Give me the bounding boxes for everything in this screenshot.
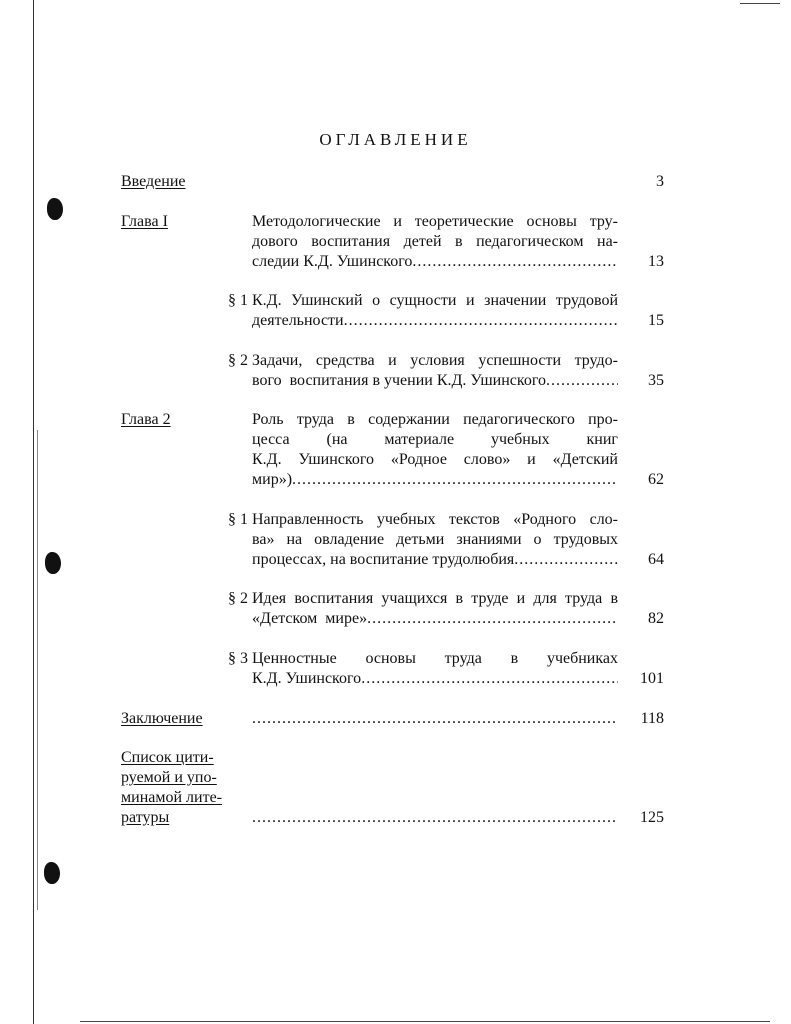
toc-dot-leader	[292, 470, 618, 490]
toc-entry-last-line	[252, 609, 618, 629]
toc-section-2-1: § 1	[228, 511, 248, 528]
toc-label-line: ратуры	[121, 809, 170, 826]
toc-entry-line: деятельности	[252, 312, 344, 329]
toc-dot-leader	[546, 371, 618, 391]
toc-entry-line: цесса (на материале учебных книг	[252, 431, 618, 448]
toc-entry-last-line	[252, 470, 618, 490]
toc-entry-line: Задачи, средства и условия успешности трудо-	[252, 352, 618, 369]
toc-page-intro: 3	[656, 173, 664, 190]
toc-entry-line: Идея воспитания учащихся в труде и для труда в	[252, 590, 618, 607]
toc-entry-last-line	[252, 252, 618, 272]
toc-dot-leader	[344, 311, 618, 331]
toc-entry-line: К.Д. Ушинского «Родное слово» и «Детский	[252, 451, 618, 468]
toc-section-2-2: § 2	[228, 590, 248, 607]
toc-page-section-1-1: 15	[648, 312, 664, 329]
scan-edge-line	[33, 0, 34, 1024]
toc-entry-chapter-1	[252, 212, 618, 272]
toc-entry-last-line	[252, 669, 618, 689]
toc-entry-section-2-3	[252, 649, 618, 689]
toc-entry-line: Методологические и теоретические основы тру-	[252, 213, 618, 230]
toc-section-2-3: § 3	[228, 650, 248, 667]
scan-edge-line-secondary	[37, 430, 38, 910]
toc-dot-leader	[412, 252, 618, 272]
toc-dot-leader	[252, 808, 618, 828]
scan-edge-top-mark	[740, 3, 780, 4]
toc-label-chapter-1[interactable]: Глава I	[121, 213, 168, 230]
toc-page-bibliography: 125	[640, 809, 664, 826]
toc-label-line: Список цити-	[121, 749, 214, 766]
toc-section-1-1: § 1	[228, 292, 248, 309]
toc-page-section-1-2: 35	[648, 372, 664, 389]
toc-entry-last-line	[252, 311, 618, 331]
toc-entry-line: следии К.Д. Ушинского	[252, 253, 413, 270]
toc-entry-line: Направленность учебных текстов «Родного сло-	[252, 511, 618, 528]
toc-dot-leader	[514, 550, 618, 570]
toc-label-intro[interactable]: Введение	[121, 173, 186, 190]
toc-entry-conclusion	[252, 709, 618, 729]
toc-label-line: руемой и упо-	[121, 769, 217, 786]
toc-entry-line: Ценностные основы труда в учебниках	[252, 650, 618, 667]
toc-entry-line: К.Д. Ушинского	[252, 670, 362, 687]
toc-entry-last-line	[252, 709, 618, 729]
toc-entry-line: процессах, на воспитание трудолюбия	[252, 551, 515, 568]
page-title: ОГЛАВЛЕНИЕ	[319, 130, 472, 149]
toc-entry-last-line	[252, 371, 618, 391]
toc-label-line: минамой лите-	[121, 789, 223, 806]
toc-page-section-2-1: 64	[648, 551, 664, 568]
toc-entry-last-line	[252, 550, 618, 570]
toc-dot-leader	[252, 709, 618, 729]
toc-entry-line: мир»)	[252, 471, 293, 488]
toc-page-section-2-2: 82	[648, 610, 664, 627]
toc-entry-last-line	[252, 808, 618, 828]
toc-section-1-2: § 2	[228, 352, 248, 369]
toc-page-chapter-2: 62	[648, 471, 664, 488]
toc-page-conclusion: 118	[640, 710, 664, 727]
toc-dot-leader	[367, 609, 618, 629]
toc-entry-line: вого воспитания в учении К.Д. Ушинского	[252, 372, 547, 389]
toc-entry-section-1-2	[252, 351, 618, 391]
punch-hole-mark	[47, 198, 63, 220]
punch-hole-mark	[45, 552, 61, 574]
toc-entry-chapter-2	[252, 410, 618, 490]
punch-hole-mark	[44, 862, 60, 884]
toc-entry-line: К.Д. Ушинский о сущности и значении трудовой	[252, 292, 618, 309]
toc-entry-bibliography	[252, 808, 618, 828]
toc-entry-line: «Детском мире»	[252, 610, 368, 627]
toc-entry-section-2-2	[252, 589, 618, 629]
toc-entry-line: ва» на овладение детьми знаниями о трудовых	[252, 531, 618, 548]
toc-entry-section-1-1	[252, 291, 618, 331]
toc-entry-line: Роль труда в содержании педагогического про-	[252, 411, 618, 428]
toc-label-conclusion[interactable]: Заключение	[121, 710, 203, 727]
scan-edge-bottom-line	[80, 1021, 770, 1022]
toc-dot-leader	[361, 669, 618, 689]
toc-page-section-2-3: 101	[640, 670, 664, 687]
toc-label-bibliography[interactable]	[121, 748, 241, 828]
toc-label-chapter-2[interactable]: Глава 2	[121, 411, 171, 428]
toc-page-chapter-1: 13	[648, 253, 664, 270]
toc-entry-line: дового воспитания детей в педагогическом на-	[252, 233, 618, 250]
toc-entry-section-2-1	[252, 510, 618, 570]
